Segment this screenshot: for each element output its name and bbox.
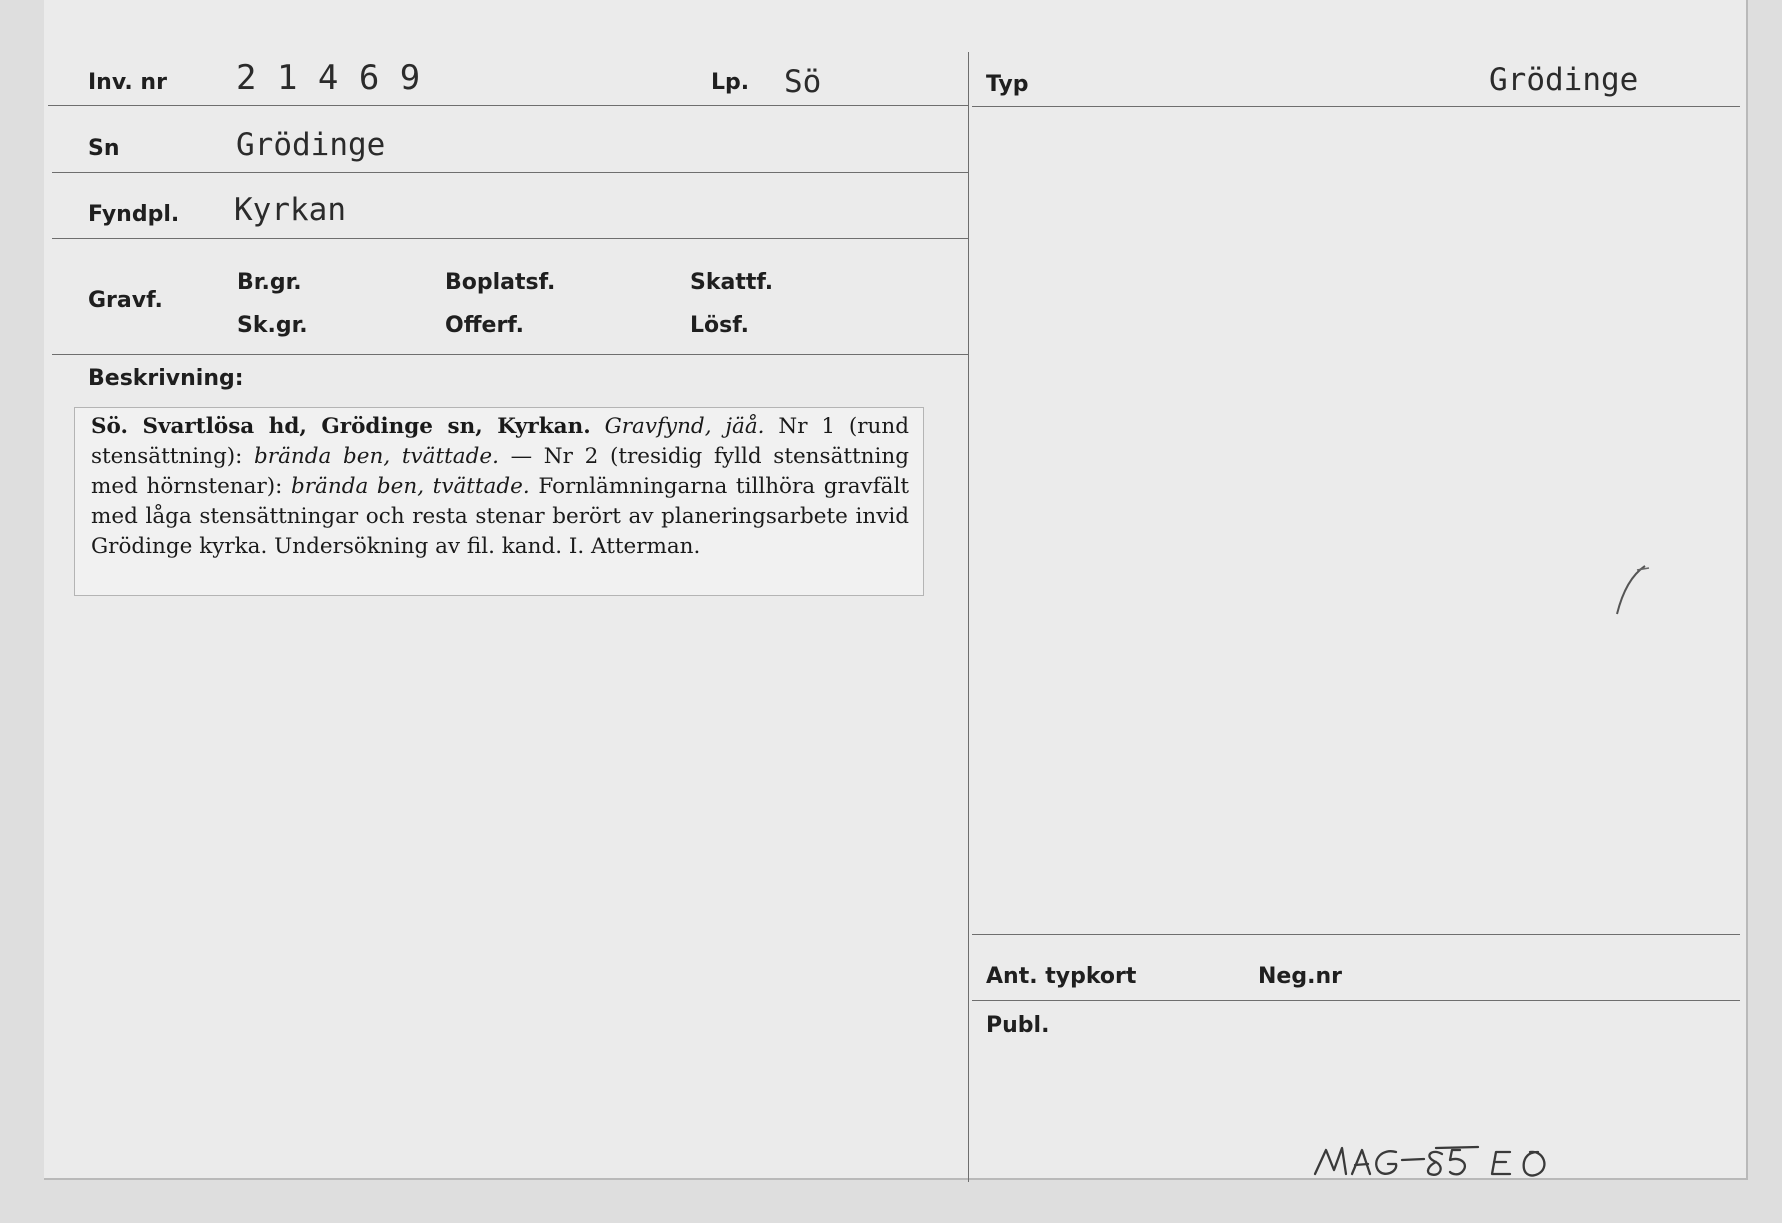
gravf-label: Gravf. [88, 288, 163, 313]
publ-label: Publ. [986, 1013, 1050, 1038]
rule-sn [52, 172, 968, 173]
losf-label: Lösf. [690, 313, 749, 338]
sn-value: Grödinge [236, 127, 386, 163]
pencil-mark-icon [1605, 560, 1655, 620]
brgr-label: Br.gr. [237, 270, 302, 295]
description-category: Gravfynd, jäå. [604, 414, 765, 439]
description-text [91, 412, 909, 562]
description-part-3: Fornlämningarna tillhöra gravfält med låga stensättningar och resta stenar berört av planeringsarbete invid Grödinge kyrka. Undersökning av fil. kand. I. Atterman. [91, 474, 909, 559]
rule-publ [972, 1000, 1740, 1001]
boplatsf-label: Boplatsf. [445, 270, 556, 295]
inv-nr-value: 2 1 4 6 9 [236, 58, 421, 98]
rule-header [48, 105, 968, 106]
description-slip [74, 407, 924, 596]
rule-header-right [972, 106, 1740, 107]
skgr-label: Sk.gr. [237, 313, 308, 338]
column-divider [968, 52, 969, 1182]
sn-label: Sn [88, 136, 120, 161]
offerf-label: Offerf. [445, 313, 525, 338]
fyndpl-value: Kyrkan [234, 192, 346, 228]
beskrivning-label: Beskrivning: [88, 366, 244, 391]
description-find-1: brända ben, tvättade. [254, 444, 499, 469]
skattf-label: Skattf. [690, 270, 774, 295]
rule-fyndpl [52, 238, 968, 239]
typ-label: Typ [986, 72, 1029, 97]
rule-ant-typkort [972, 934, 1740, 935]
lp-value: Sö [784, 64, 822, 100]
typ-value: Grödinge [1489, 62, 1639, 98]
description-part-2: — Nr 2 (tresidig fylld stensättning med hörnstenar): [91, 444, 909, 499]
fyndpl-label: Fyndpl. [88, 202, 180, 227]
rule-gravf [52, 354, 968, 355]
handwritten-signature-icon [1310, 1140, 1570, 1185]
description-find-2: brända ben, tvättade. [291, 474, 530, 499]
description-part-1: Nr 1 (rund stensättning): [91, 414, 909, 469]
inv-nr-label: Inv. nr [88, 70, 167, 95]
ant-typkort-label: Ant. typkort [986, 964, 1137, 989]
description-locality: Sö. Svartlösa hd, Grödinge sn, Kyrkan. [91, 414, 591, 439]
lp-label: Lp. [711, 70, 750, 95]
negnr-label: Neg.nr [1258, 964, 1342, 989]
